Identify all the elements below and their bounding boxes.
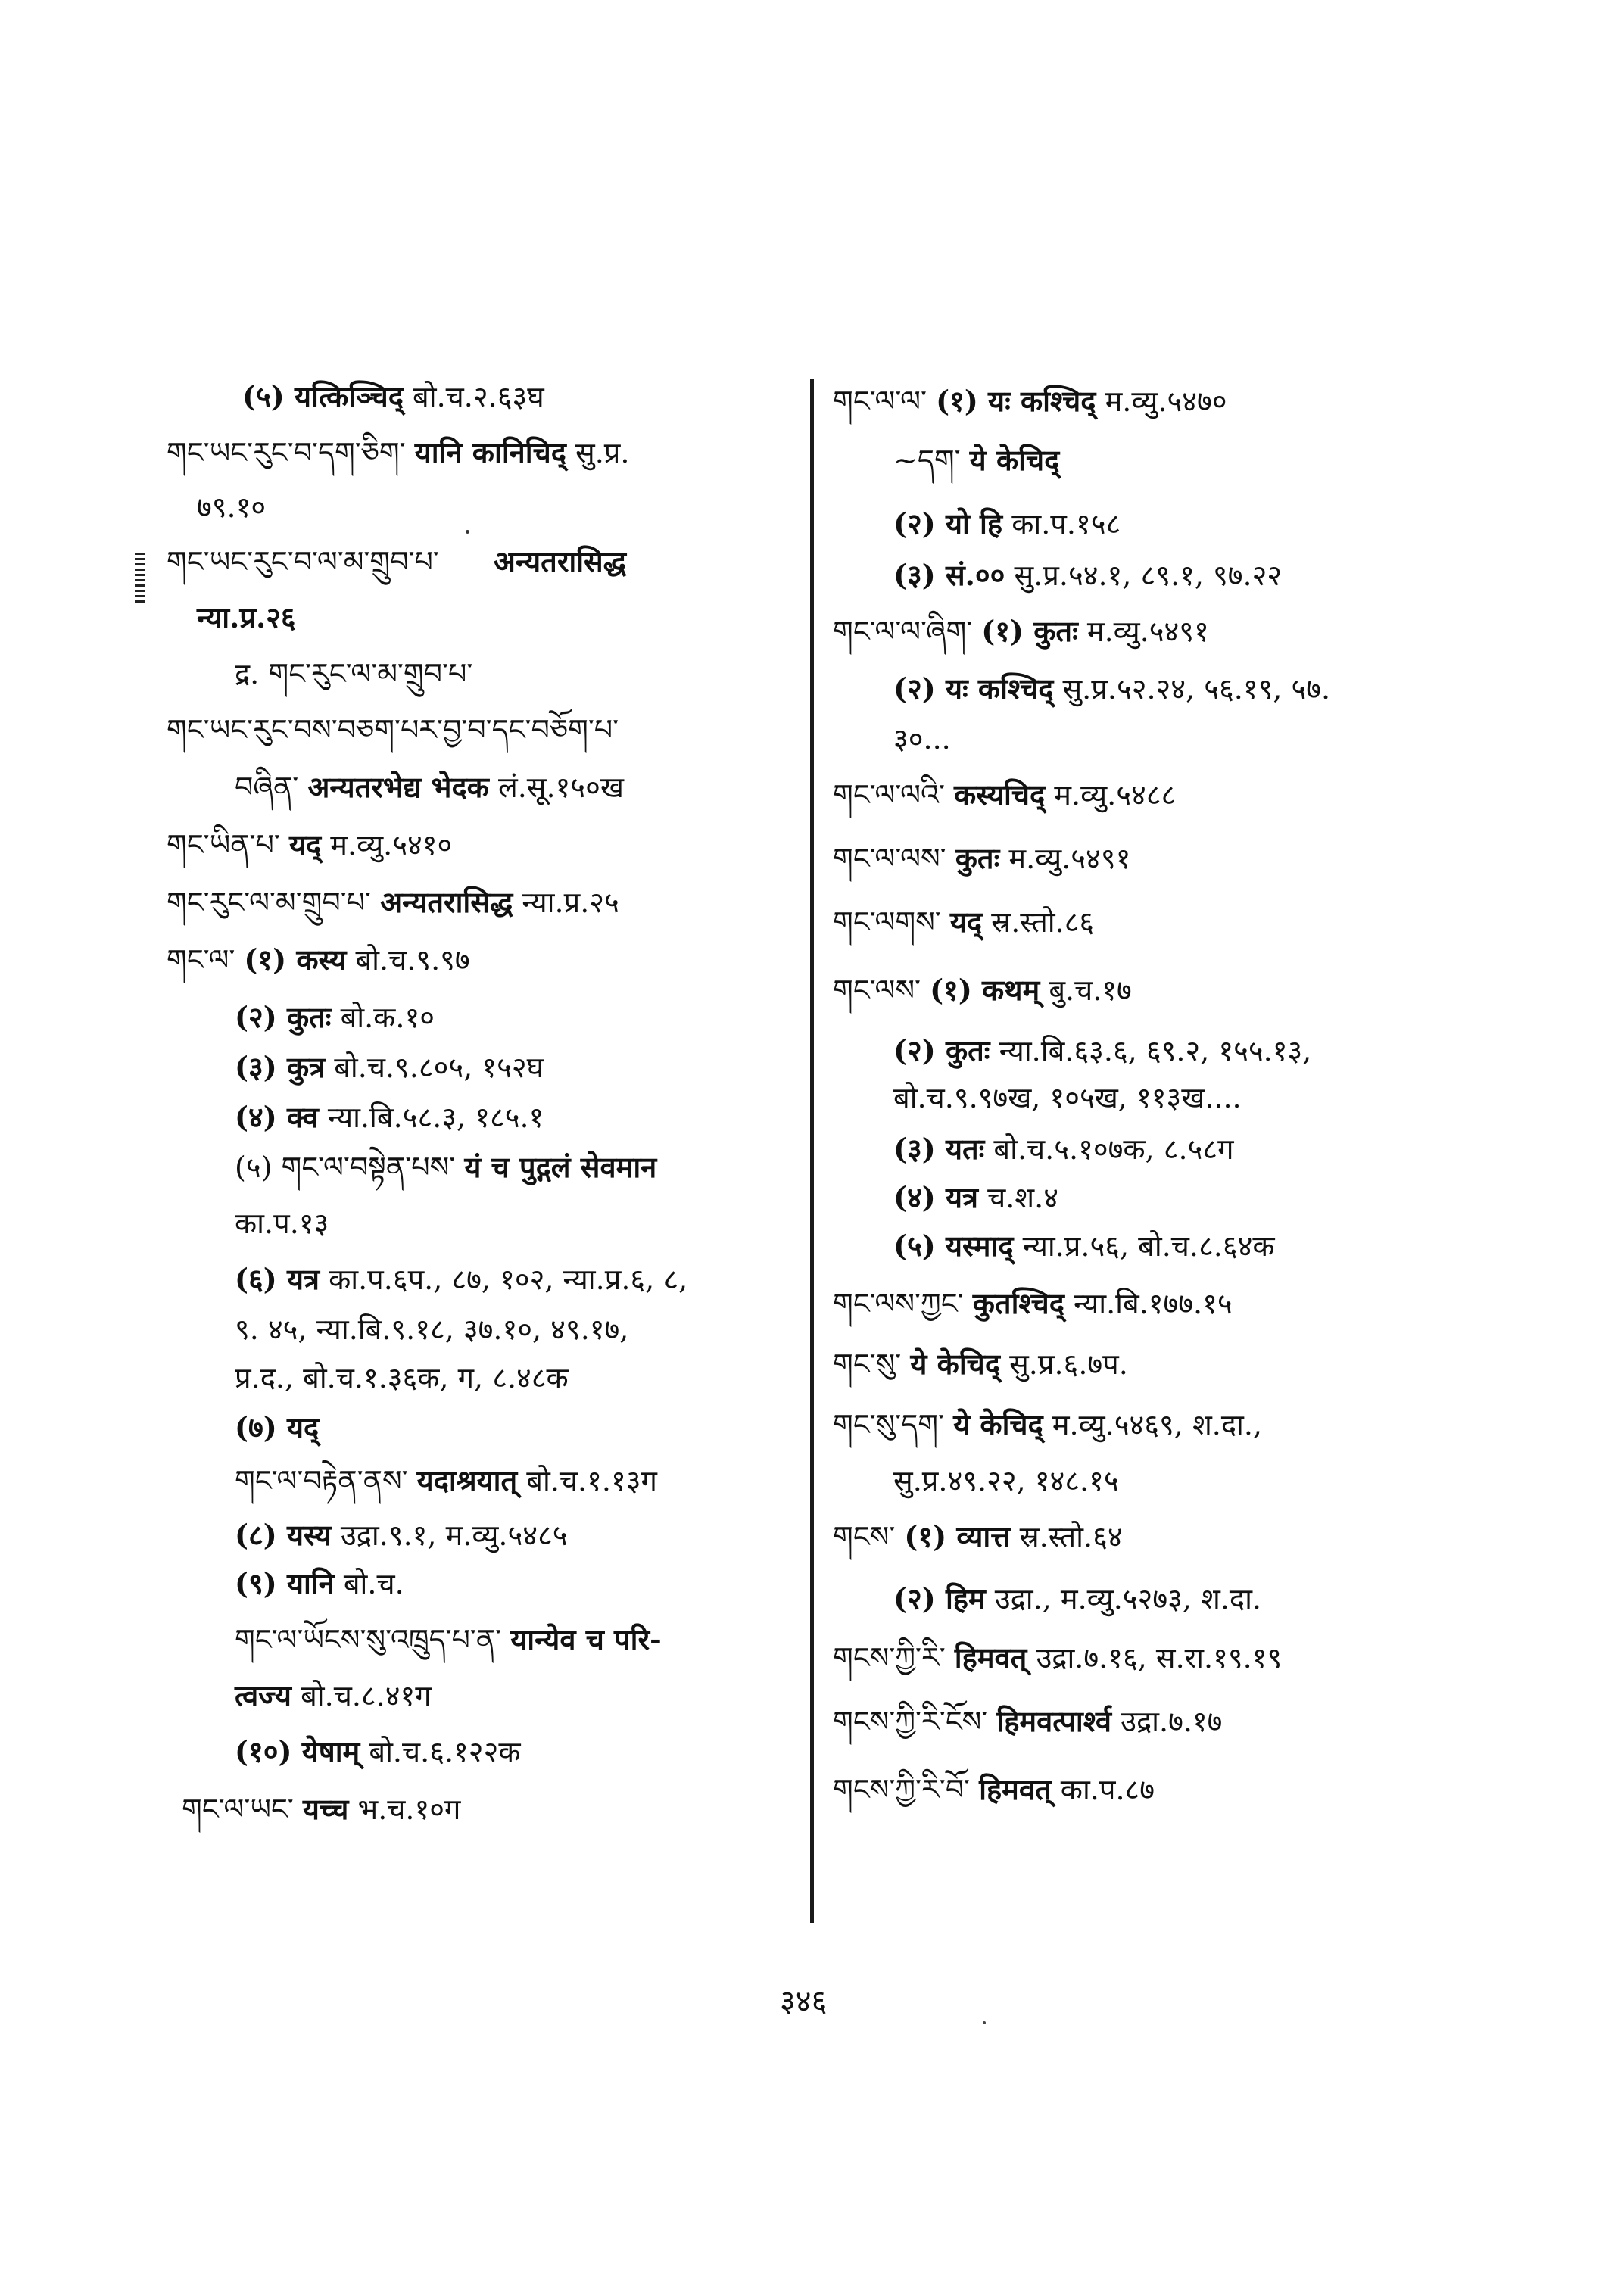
sanskrit-term: कुतः: [955, 841, 1000, 875]
reference: म.व्यु.५४६९, श.दा.,: [1052, 1408, 1263, 1441]
reference: सु.प्र.५२.२४, ५६.१९, ५७.: [1062, 672, 1331, 706]
entry-line: [235, 1099, 544, 1136]
tibetan-headword: གང་ལས་ཀྱང་: [833, 1287, 964, 1320]
reference: म.व्यु.५४९१: [1086, 615, 1209, 648]
sanskrit-term: अन्यतरासिद्ध: [493, 544, 627, 578]
sanskrit-term: (६) यत्र: [235, 1262, 320, 1296]
reference: सु.प्र.६.७प.: [1009, 1347, 1128, 1381]
reference: न्या.बि.५८.३, १८५.१: [327, 1101, 544, 1134]
sanskrit-term: न्या.प्र.२६: [197, 600, 296, 634]
reference: बो.च.२.६३घ: [413, 380, 544, 413]
sanskrit-term: ये केचिद्: [969, 443, 1060, 477]
entry-line: [197, 489, 266, 525]
reference: बो.च.९.८०५, १५२घ: [334, 1051, 544, 1084]
reference: बो.च.९.९७ख, १०५ख, ११३ख....: [893, 1081, 1242, 1114]
entry-line: [167, 827, 452, 863]
tibetan-headword: གང་ཡང་རུང་བ་ལ་མ་གྲུབ་པ་: [167, 545, 439, 578]
reference: ३०...: [893, 722, 951, 756]
sanskrit-term: यच्च: [302, 1792, 349, 1826]
reference: स्र.स्तो.८६: [991, 905, 1095, 939]
sanskrit-term: हिमवत्: [954, 1640, 1027, 1675]
reference: स्र.स्तो.६४: [1019, 1520, 1123, 1553]
sanskrit-term: (३) कुत्र: [235, 1050, 326, 1084]
sanskrit-term: हिमवत्: [979, 1772, 1052, 1806]
sanskrit-term: यान्येव च परि-: [510, 1622, 662, 1656]
sanskrit-term: (२) यः कश्चिद्: [893, 671, 1054, 706]
entry-line: [235, 1678, 432, 1714]
reference: बो.च.१.१३ग: [526, 1464, 657, 1497]
entry-line: [235, 1149, 656, 1185]
sanskrit-term: (२) कुतः: [893, 1033, 990, 1067]
entry-line: [235, 1205, 329, 1242]
tibetan-headword: གང་སུ་: [833, 1347, 902, 1381]
entry-line: [893, 721, 951, 757]
reference: म.व्यु.५४९१: [1008, 842, 1131, 875]
entry-line: [235, 1566, 404, 1602]
entry-line: [167, 884, 619, 921]
sanskrit-term: (२) कुतः: [235, 1000, 332, 1034]
sanskrit-term: यद्: [949, 905, 983, 939]
reference: उद्रा., म.व्यु.५२७३, श.दा.: [994, 1582, 1262, 1615]
entry-line: [167, 942, 470, 978]
reference: बो.च.८.४१ग: [301, 1679, 432, 1712]
entry-line: [167, 544, 626, 580]
entry-line: [235, 656, 472, 692]
sanskrit-term: (५) यत्किञ्चिद्: [242, 379, 404, 413]
reference: न्या.बि.१७७.१५: [1073, 1287, 1233, 1320]
entry-line: [182, 1791, 460, 1827]
reference: बो.क.१०: [340, 1001, 435, 1034]
entry-line: [833, 383, 1227, 419]
reference: म.व्यु.५४१०: [330, 828, 453, 861]
entry-line: [893, 1463, 1119, 1499]
reference: का.प.६प., ८७, १०२, न्या.प्र.६, ८,: [329, 1263, 688, 1296]
sanskrit-term: त्वज्य: [235, 1678, 291, 1712]
sanskrit-term: ये केचिद्: [910, 1347, 1000, 1381]
reference: सु.प्र.: [575, 436, 630, 469]
sanskrit-term: अन्यतरभेद्य भेदक: [307, 770, 489, 804]
entry-line: [833, 972, 1132, 1008]
entry-line: [235, 1410, 319, 1446]
speck-mark: [466, 530, 469, 534]
entry-line: [235, 769, 624, 805]
tibetan-headword: གང་ལགས་: [833, 905, 941, 939]
tibetan-headword: གང་ལ་ཡོངས་སུ་འཁྲུད་པ་ན་: [235, 1623, 502, 1656]
entry-line: [235, 1517, 568, 1553]
entry-line: [833, 904, 1094, 940]
reference: सु.प्र.४९.२२, १४८.१५: [893, 1464, 1119, 1497]
reference: ९. ४५, न्या.बि.९.१८, ३७.१०, ४९.१७,: [235, 1313, 629, 1346]
entry-line: [893, 442, 1059, 478]
tibetan-headword: གང་ལས་: [833, 974, 921, 1007]
entry-line: [235, 1622, 662, 1658]
sanskrit-term: (३) सं.००: [893, 558, 1005, 592]
entry-line: [893, 1179, 1058, 1216]
sanskrit-term: (१) कुतः: [981, 614, 1078, 648]
entry-line: [893, 557, 1282, 594]
reference: लं.सू.१५०ख: [497, 771, 624, 804]
tibetan-headword: གང་ཡང་རུང་བས་བཅག་པར་བྱ་བ་དང་བཅོག་པ་: [167, 713, 619, 746]
entry-line: [893, 506, 1121, 542]
entry-line: [242, 379, 544, 415]
reference: उद्रा.७.१७: [1121, 1705, 1223, 1738]
entry-line: [893, 1581, 1261, 1617]
reference: बु.च.१७: [1049, 974, 1132, 1007]
sanskrit-term: (४) क्व: [235, 1100, 319, 1134]
sanskrit-term: (२) यो हि: [893, 506, 1003, 541]
tibetan-headword: གང་རུང་ལ་མ་གྲུབ་པ་: [167, 886, 371, 919]
reference: बो.च.६.१२२क: [369, 1735, 521, 1768]
entry-line: [833, 1771, 1155, 1808]
sanskrit-term: (९) यानि: [235, 1566, 335, 1600]
reference: बो.च.५.१०७क, ८.५८ग: [993, 1132, 1234, 1166]
reference: का.प.८७: [1060, 1773, 1155, 1806]
entry-line: [893, 1228, 1275, 1264]
entry-line: [833, 1407, 1262, 1443]
tibetan-headword: གངས་ཀྱི་རི་ངོས་: [833, 1705, 988, 1738]
entry-line: [235, 1463, 657, 1499]
sanskrit-term: (२) हिम: [893, 1581, 986, 1615]
entry-line: [833, 777, 1176, 813]
entry-line: [833, 613, 1209, 650]
sanskrit-term: (५) यस्माद्: [893, 1229, 1014, 1263]
entry-line: [833, 1346, 1128, 1382]
entry-line: [833, 1285, 1233, 1322]
reference: ७९.१०: [197, 491, 267, 524]
entry-line: [235, 1734, 521, 1770]
tibetan-headword: གང་ལ་ལ་: [833, 385, 927, 418]
sanskrit-term: (४) यत्र: [893, 1180, 978, 1214]
tibetan-headword: གང་སུ་དག་: [833, 1408, 945, 1441]
entry-line: [833, 1640, 1282, 1676]
entry-line: [235, 1311, 628, 1347]
margin-mark: [135, 553, 145, 606]
sanskrit-term: यदाश्रयात्: [416, 1463, 518, 1497]
tibetan-headword: གངས་: [833, 1520, 896, 1553]
speck-mark: [983, 2021, 986, 2024]
reference: बो.च.९.९७: [355, 943, 470, 977]
tibetan-headword: གངས་ཀྱི་རི་བོ་: [833, 1773, 971, 1806]
tibetan-headword: (५) གང་ལ་བསྟེན་པས་: [235, 1151, 456, 1184]
reference: न्या.प्र.५६, बो.च.८.६४क: [1022, 1229, 1275, 1263]
reference: न्या.प्र.२५: [522, 886, 619, 919]
entry-line: [235, 1049, 544, 1086]
sanskrit-term: (१) व्यात्त: [904, 1519, 1011, 1553]
sanskrit-term: हिमवत्पार्श्व: [996, 1704, 1112, 1738]
sanskrit-term: (१) कस्य: [244, 942, 347, 977]
sanskrit-term: (७) यद्: [235, 1410, 320, 1444]
reference: च.श.४: [987, 1181, 1058, 1214]
tibetan-headword: གང་ལ་: [167, 943, 235, 977]
entry-line: [235, 999, 435, 1036]
tibetan-headword: བཞིན་: [235, 771, 299, 804]
tibetan-headword: གང་ཡིན་པ་: [167, 828, 280, 861]
reference: न्या.बि.६३.६, ६९.२, १५५.१३,: [999, 1034, 1312, 1067]
sanskrit-term: अन्यतरासिद्ध: [380, 885, 513, 919]
tibetan-headword: གང་ལ་ལའི་: [833, 778, 945, 812]
entry-line: [167, 712, 619, 748]
sanskrit-term: (३) यतः: [893, 1132, 985, 1166]
reference: उद्रा.७.१६, स.रा.१९.१९: [1036, 1641, 1283, 1675]
entry-line: [197, 600, 296, 636]
sanskrit-term: कस्यचिद्: [954, 777, 1046, 812]
tibetan-headword: གང་ལ་ལ་ཞིག་: [833, 615, 973, 648]
tibetan-headword: གང་ལ་བརྟེན་ནས་: [235, 1464, 408, 1497]
sanskrit-term: (१) कथम्: [930, 973, 1040, 1007]
cross-reference: द्र. གང་རུང་ལ་མ་གྲུབ་པ་: [235, 657, 473, 690]
reference: का.प.१३: [235, 1207, 329, 1240]
sanskrit-term: (१०) येषाम्: [235, 1734, 360, 1768]
tibetan-headword: གང་ལ་ཡང་: [182, 1793, 294, 1826]
entry-line: [893, 1131, 1233, 1167]
sanskrit-term: (१) यः कश्चिद्: [936, 384, 1096, 418]
entry-line: [893, 1080, 1242, 1116]
entry-line: [833, 1703, 1222, 1740]
page-number: ३४६: [780, 1984, 828, 2019]
tibetan-headword: ~དག་: [893, 444, 961, 477]
sanskrit-term: ये केचिद्: [953, 1407, 1043, 1441]
sanskrit-term: यानि कानिचिद्: [414, 435, 566, 469]
sanskrit-term: (८) यस्य: [235, 1518, 332, 1552]
entry-line: [893, 671, 1330, 707]
reference: का.प.१५८: [1011, 507, 1121, 541]
reference: सु.प्र.५४.१, ८९.१, ९७.२२: [1014, 559, 1283, 592]
tibetan-headword: གང་ཡང་རུང་བ་དག་ཅིག་: [167, 436, 406, 469]
reference: भ.च.१०ग: [357, 1793, 461, 1826]
tibetan-headword: གངས་ཀྱི་རི་: [833, 1641, 946, 1675]
reference: म.व्यु.५४८८: [1054, 778, 1177, 812]
entry-line: [167, 435, 629, 471]
entry-line: [833, 840, 1130, 877]
reference: बो.च.: [343, 1567, 404, 1600]
entry-line: [833, 1519, 1123, 1555]
entry-line: [235, 1360, 569, 1396]
reference: उद्रा.९.१, म.व्यु.५४८५: [340, 1519, 568, 1552]
sanskrit-term: यद्: [288, 827, 322, 861]
tibetan-headword: གང་ལ་ལས་: [833, 842, 946, 875]
sanskrit-term: कुतश्चिद्: [972, 1286, 1064, 1320]
entry-line: [235, 1261, 687, 1298]
reference: प्र.द., बो.च.१.३६क, ग, ८.४८क: [235, 1361, 569, 1394]
sanskrit-term: यं च पुद्गलं सेवमान: [464, 1150, 657, 1184]
reference: म.व्यु.५४७०: [1105, 385, 1227, 418]
entry-line: [893, 1033, 1311, 1069]
column-divider: [810, 379, 814, 1923]
